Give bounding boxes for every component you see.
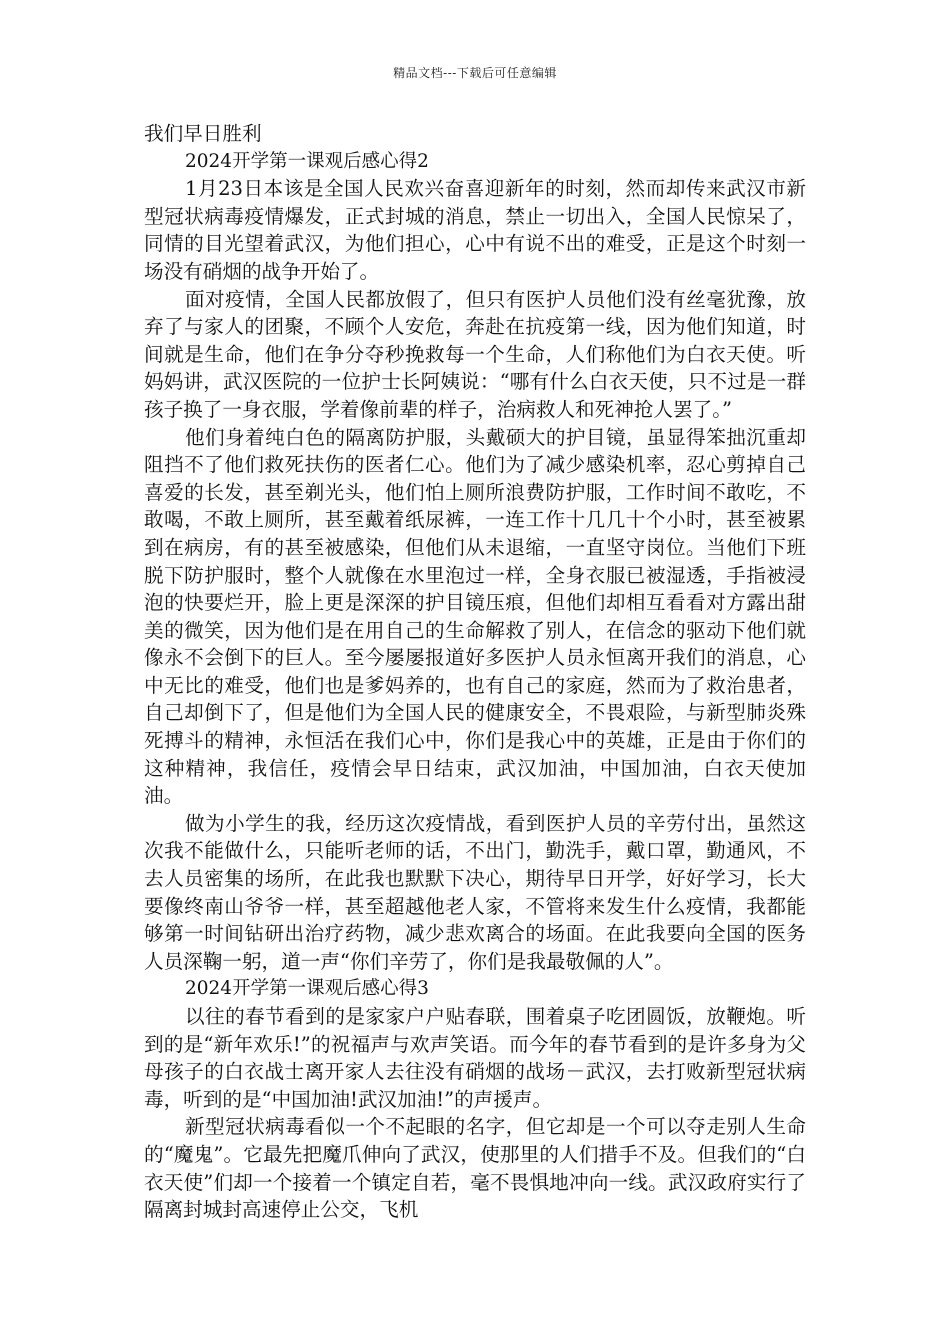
paragraph: 他们身着纯白色的隔离防护服，头戴硕大的护目镜，虽显得笨拙沉重却阻挡不了他们救死扶伤的医者仁心。他们为了减少感染机率，忍心剪掉自己喜爱的长发，甚至剃光头，他们怕上厕所浪费防护服，工作时间不敢吃，不敢喝，不敢上厕所，甚至戴着纸尿裤，一连工作十几几十个小时，甚至被累到在病房，有的甚至被感染，但他们从未退缩，一直坚守岗位。当他们下班脱下防护服时，整个人就像在水里泡过一样，全身衣服已被湿透，手指被浸泡的快要烂开，脸上更是深深的护目镜压痕，但他们却相互看看对方露出甜美的微笑，因为他们是在用自己的生命解救了别人，在信念的驱动下他们就像永不会倒下的巨人。至今屡屡报道好多医护人员永恒离开我们的消息，心中无比的难受，他们也是爹妈养的，也有自己的家庭，然而为了救治患者，自己却倒下了，但是他们为全国人民的健康安全，不畏艰险，与新型肺炎殊死搏斗的精神，永恒活在我们心中，你们是我心中的英雄，正是由于你们的这种精神，我信任，疫情会早日结束，武汉加油，中国加油，白衣天使加油。 — [144, 425, 806, 808]
paragraph: 做为小学生的我，经历这次疫情战，看到医护人员的辛劳付出，虽然这次我不能做什么，只能听老师的话，不出门，勤洗手，戴口罩，勤通风，不去人员密集的场所，在此我也默默下决心，期待早日开学，好好学习，长大要像终南山爷爷一样，甚至超越他老人家，不管将来发生什么疫情，我都能够第一时间钻研出治疗药物，减少悲欢离合的场面。在此我要向全国的医务人员深鞠一躬，道一声“你们辛劳了，你们是我最敬佩的人”。 — [144, 811, 806, 973]
lead-line: 我们早日胜利 — [144, 122, 262, 145]
paragraph: 以往的春节看到的是家家户户贴春联，围着桌子吃团圆饭，放鞭炮。听到的是“新年欢乐!”的祝福声与欢声笑语。而今年的春节看到的是许多身为父母孩子的白衣战士离开家人去往没有硝烟的战场－武汉，去打败新型冠状病毒，听到的是“中国加油!武汉加油!”的声援声。 — [144, 1005, 806, 1111]
paragraph: 面对疫情，全国人民都放假了，但只有医护人员他们没有丝毫犹豫，放弃了与家人的团聚，不顾个人安危，奔赴在抗疫第一线，因为他们知道，时间就是生命，他们在争分夺秒挽救每一个生命，人们称他们为白衣天使。听妈妈讲，武汉医院的一位护士长阿姨说：“哪有什么白衣天使，只不过是一群孩子换了一身衣服，学着像前辈的样子，治病救人和死神抢人罢了。” — [144, 287, 806, 421]
paragraph: 1月23日本该是全国人民欢兴奋喜迎新年的时刻，然而却传来武汉市新型冠状病毒疫情爆发，正式封城的消息，禁止一切出入，全国人民惊呆了，同情的目光望着武汉，为他们担心，心中有说不出的难受，正是这个时刻一场没有硝烟的战争开始了。 — [144, 177, 806, 283]
page-header: 精品文档---下载后可任意编辑 — [393, 66, 557, 80]
paragraph: 新型冠状病毒看似一个不起眼的名字，但它却是一个可以夺走别人生命的“魔鬼”。它最先把魔爪伸向了武汉，使那里的人们措手不及。但我们的“白衣天使”们却一个接着一个镇定自若，毫不畏惧地冲向一线。武汉政府实行了隔离封城封高速停止公交，飞机 — [144, 1115, 806, 1222]
document-body — [144, 120, 806, 1224]
section-3-title: 2024开学第一课观后感心得3 — [185, 978, 429, 1000]
section-2-title: 2024开学第一课观后感心得2 — [185, 150, 429, 172]
